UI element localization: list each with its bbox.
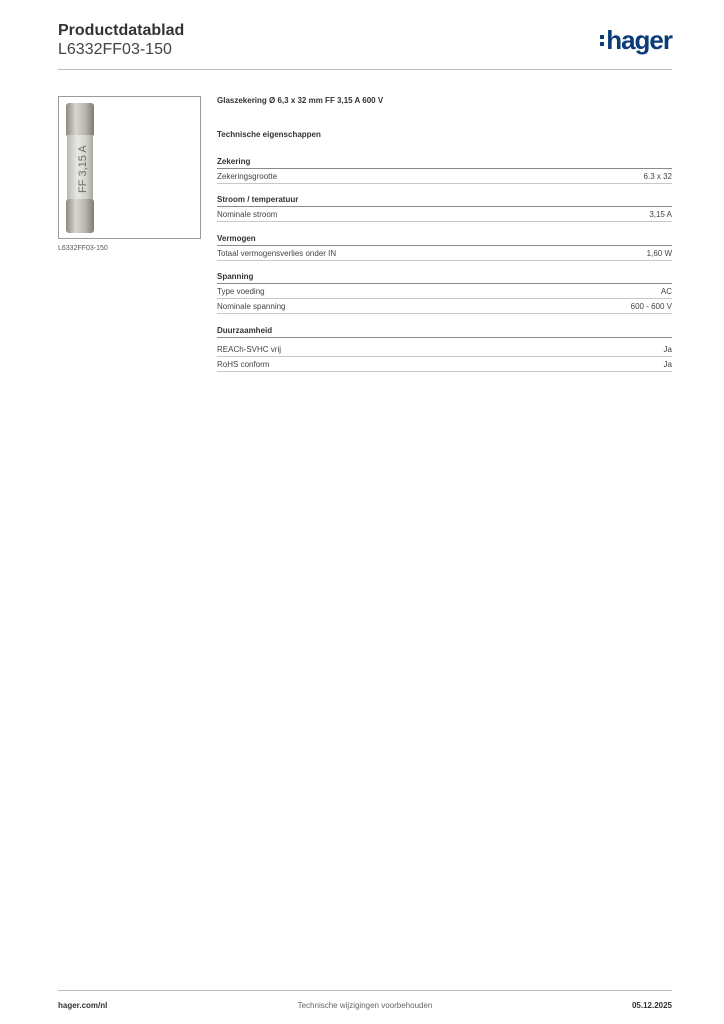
product-reference: L6332FF03-150 bbox=[58, 41, 172, 58]
footer-date: 05.12.2025 bbox=[631, 1001, 672, 1010]
group-title-zekering: Zekering bbox=[217, 157, 672, 169]
spec-value: 1,60 W bbox=[646, 249, 672, 258]
spec-value: AC bbox=[660, 287, 672, 296]
table-row bbox=[217, 207, 672, 222]
spec-key: Nominale stroom bbox=[217, 210, 278, 219]
table-row bbox=[217, 169, 672, 184]
group-title-duurzaamheid: Duurzaamheid bbox=[217, 326, 672, 338]
fuse-image-icon bbox=[59, 97, 200, 238]
spec-value: 6.3 x 32 bbox=[643, 172, 672, 181]
fuse-label: FF 3,15 A bbox=[77, 145, 89, 193]
image-caption: L6332FF03-150 bbox=[58, 245, 108, 252]
table-row bbox=[217, 342, 672, 357]
spec-key: Totaal vermogensverlies onder IN bbox=[217, 249, 337, 258]
document-title: Productdatablad bbox=[58, 22, 185, 39]
spec-key: Nominale spanning bbox=[217, 302, 286, 311]
spec-key: Zekeringsgrootte bbox=[217, 172, 278, 181]
logo-colon-icon bbox=[600, 35, 604, 46]
group-title-stroom: Stroom / temperatuur bbox=[217, 195, 672, 207]
spec-key: RoHS conform bbox=[217, 360, 270, 369]
spec-value: Ja bbox=[663, 360, 672, 369]
group-title-vermogen: Vermogen bbox=[217, 234, 672, 246]
hager-logo bbox=[600, 27, 672, 53]
spec-value: Ja bbox=[663, 345, 672, 354]
product-image bbox=[58, 96, 201, 239]
table-row bbox=[217, 299, 672, 314]
footer-disclaimer: Technische wijzigingen voorbehouden bbox=[297, 1001, 433, 1010]
section-title: Technische eigenschappen bbox=[217, 130, 321, 139]
spec-key: Type voeding bbox=[217, 287, 265, 296]
spec-value: 600 - 600 V bbox=[630, 302, 672, 311]
table-row bbox=[217, 246, 672, 261]
page-header bbox=[58, 22, 672, 70]
product-content bbox=[217, 96, 672, 139]
product-description: Glaszekering Ø 6,3 x 32 mm FF 3,15 A 600 V bbox=[217, 96, 384, 105]
footer-website-link[interactable]: hager.com/nl bbox=[58, 1001, 108, 1010]
spec-value: 3,15 A bbox=[649, 210, 672, 219]
logo-text: hager bbox=[606, 25, 672, 55]
table-row bbox=[217, 284, 672, 299]
page-footer bbox=[58, 990, 672, 1014]
spec-key: REACh-SVHC vrij bbox=[217, 345, 282, 354]
table-row bbox=[217, 357, 672, 372]
group-title-spanning: Spanning bbox=[217, 272, 672, 284]
